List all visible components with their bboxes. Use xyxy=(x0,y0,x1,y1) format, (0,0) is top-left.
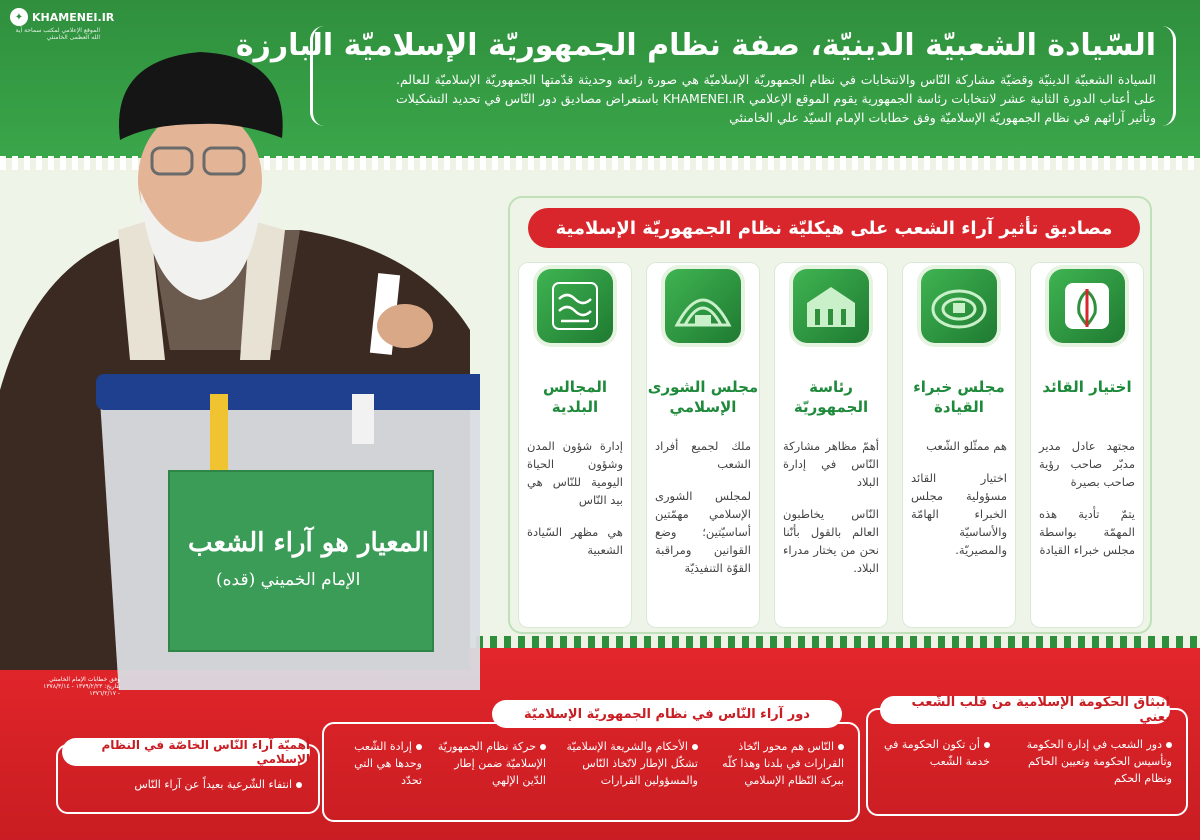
panel-people-role-item xyxy=(554,738,698,789)
section-title: مصاديق تأثير آراء الشعب على هيكليّة نظام الجمهوريّة الإسلامية xyxy=(528,208,1140,248)
card-paragraph: ملك لجميع أفراد الشعب xyxy=(655,439,751,471)
presidential-building-icon xyxy=(793,269,869,343)
panel-people-role-item xyxy=(430,738,546,789)
bullet-icon xyxy=(984,742,990,748)
card-paragraph: لمجلس الشورى الإسلامي مهمّتين أساسيّتين؛ وضع القوانين ومراقبة القوّة التنفيذيّة xyxy=(655,489,751,575)
ballot-label xyxy=(168,470,434,652)
card-paragraph: هم ممثّلو الشّعب xyxy=(926,439,1007,453)
card-title: رئاسة الجمهوريّة xyxy=(793,378,869,416)
card-body xyxy=(911,437,1007,573)
ballot-slogan: المعيار هو آراء الشعب xyxy=(188,528,429,558)
panel-people-role-item xyxy=(334,738,422,789)
card-paragraph: هي مظهر السّيادة الشعبية xyxy=(527,525,623,557)
logo-tagline: الموقع الإعلامي لمكتب سماحة آية الله العظمى الخامنئي xyxy=(15,27,100,41)
card-paragraph: اختيار القائد مسؤولية مجلس الخبراء الهامّة والأساسيّة والمصيريّة. xyxy=(911,471,1007,557)
bullet-icon xyxy=(838,744,844,750)
panel-opinion-importance-item xyxy=(70,776,302,793)
page-title: السّيادة الشعبيّة الدينيّة، صفة نظام الجمهوريّة الإسلاميّة البارزة xyxy=(235,28,1156,63)
card-body xyxy=(655,437,751,591)
card-body xyxy=(527,437,623,573)
card-title: اختيار القائد xyxy=(1042,378,1132,396)
source-note: وفق خطابات الإمام الخامنئي بتاريخ: ١٣٧٩/٢/٢٣ - ١٣٧٨/٣/١٤ - ١٣٧٦/٢/١٧ xyxy=(43,676,120,697)
emblem-icon xyxy=(1049,269,1125,343)
bullet-icon xyxy=(692,744,698,750)
calligraphy-icon xyxy=(537,269,613,343)
panel-government-origin-item xyxy=(1000,736,1172,787)
item-text: دور الشعب في إدارة الحكومة وتأسيس الحكومة وتعيين الحاكم ونظام الحكم xyxy=(1026,738,1172,785)
bullet-icon xyxy=(1166,742,1172,748)
card-paragraph: إدارة شؤون المدن وشؤون الحياة اليومية للنّاس هي بيد النّاس xyxy=(527,439,623,507)
item-text: الأحكام والشريعة الإسلاميّة تشكّل الإطار لاتّخاذ النّاس والمسؤولين القرارات xyxy=(566,740,698,787)
card-paragraph: يتمّ تأدية هذه المهمّة بواسطة مجلس خبراء القيادة xyxy=(1039,507,1135,557)
item-text: انتفاء الشّرعية بعيداً عن آراء النّاس xyxy=(134,778,292,791)
card-title: مجلس خبراء القيادة xyxy=(913,378,1005,416)
logo-icon: ✦ xyxy=(10,8,28,26)
card-title: المجالس البلدية xyxy=(542,378,608,416)
item-text: أن تكون الحكومة في خدمة الشّعب xyxy=(883,738,990,768)
card-parliament xyxy=(646,262,760,628)
parliament-icon xyxy=(665,269,741,343)
card-paragraph: أهمّ مظاهر مشاركة النّاس في إدارة البلاد xyxy=(783,439,879,489)
card-experts-assembly xyxy=(902,262,1016,628)
panel-people-role-item xyxy=(706,738,844,789)
card-presidency xyxy=(774,262,888,628)
panel-people-role-title: دور آراء النّاس في نظام الجمهوريّة الإسلاميّة xyxy=(492,700,842,728)
card-paragraph: النّاس يخاطبون العالم بالقول بأنّنا نحن من يختار مدراء البلاد. xyxy=(783,507,879,575)
bullet-icon xyxy=(296,782,302,788)
assembly-hall-icon xyxy=(921,269,997,343)
logo-text: KHAMENEI.IR xyxy=(32,10,115,24)
panel-government-origin-title: انبثاق الحكومة الإسلامية من قلب الشّعب يعني xyxy=(880,696,1170,724)
bullet-icon xyxy=(416,744,422,750)
card-municipal-councils xyxy=(518,262,632,628)
card-body xyxy=(783,437,879,591)
item-text: إرادة الشّعب وحدها هي التي تحدّد xyxy=(354,740,422,787)
card-paragraph: مجتهد عادل مدير مدبّر صاحب رؤية صاحب بصيرة xyxy=(1039,439,1135,489)
panel-government-origin-item xyxy=(878,736,990,770)
item-text: حركة نظام الجمهوريّة الإسلاميّة ضمن إطار الدّين الإلهي xyxy=(437,740,546,787)
site-logo[interactable] xyxy=(10,8,114,26)
ballot-attribution: الإمام الخميني (قده) xyxy=(216,570,361,590)
card-leader-selection xyxy=(1030,262,1144,628)
item-text: النّاس هم محور اتّخاذ القرارات في بلدنا وهذا كلّه ببركة النّظام الإسلامي xyxy=(722,740,844,787)
panel-opinion-importance-title: أهميّة آراء النّاس الخاصّة في النظام الإسلامي xyxy=(62,738,310,766)
card-body xyxy=(1039,437,1135,573)
bullet-icon xyxy=(540,744,546,750)
intro-paragraph: السيادة الشعبيّة الدينيّة وقضيّة مشاركة النّاس والانتخابات في نظام الجمهوريّة الإسلاميّة هي صورة رائعة وحديثة قدّمتها الجمهوريّة الإسلاميّة للعالم. على أعتاب الدورة الثانية عشر لانتخابات رئاسة الجمهورية يقوم الموقع الإعلامي KHAMENEI.IR باستعراض مصاديق دور النّاس في تحديد التشكيلات وتأثير آرائهم في نظام الجمهوريّة الإسلاميّة وفق خطابات الإمام السيّد علي الخامنئي xyxy=(396,72,1156,125)
card-title: مجلس الشورى الإسلامي xyxy=(647,378,759,416)
